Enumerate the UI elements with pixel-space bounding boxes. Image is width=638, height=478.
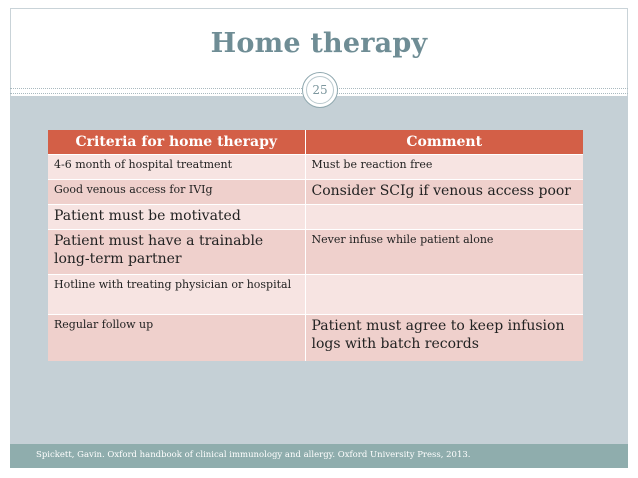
criteria-table [48, 130, 583, 361]
header-comment: Comment [305, 130, 583, 155]
comment-cell: Patient must agree to keep infusion logs with batch records [305, 315, 583, 361]
page-number: 25 [306, 76, 334, 104]
comment-cell [305, 205, 583, 230]
table-row [48, 155, 583, 180]
criteria-cell: Hotline with treating physician or hospital [48, 275, 305, 315]
criteria-cell: Patient must have a trainable long-term partner [48, 230, 305, 275]
page-number-badge [302, 72, 338, 108]
table-row [48, 315, 583, 361]
slide-title: Home therapy [210, 28, 428, 59]
criteria-cell: Good venous access for IVIg [48, 180, 305, 205]
footer-bar [10, 444, 628, 468]
comment-cell: Must be reaction free [305, 155, 583, 180]
table-row [48, 275, 583, 315]
table-row [48, 180, 583, 205]
comment-cell: Consider SCIg if venous access poor [305, 180, 583, 205]
criteria-cell: Regular follow up [48, 315, 305, 361]
comment-cell [305, 275, 583, 315]
table-header-row [48, 130, 583, 155]
criteria-cell: 4-6 month of hospital treatment [48, 155, 305, 180]
criteria-cell: Patient must be motivated [48, 205, 305, 230]
table-row [48, 230, 583, 275]
table-row [48, 205, 583, 230]
comment-cell: Never infuse while patient alone [305, 230, 583, 275]
citation-text: Spickett, Gavin. Oxford handbook of clinical immunology and allergy. Oxford University Press, 2013. [36, 450, 471, 460]
header-criteria: Criteria for home therapy [48, 130, 305, 155]
